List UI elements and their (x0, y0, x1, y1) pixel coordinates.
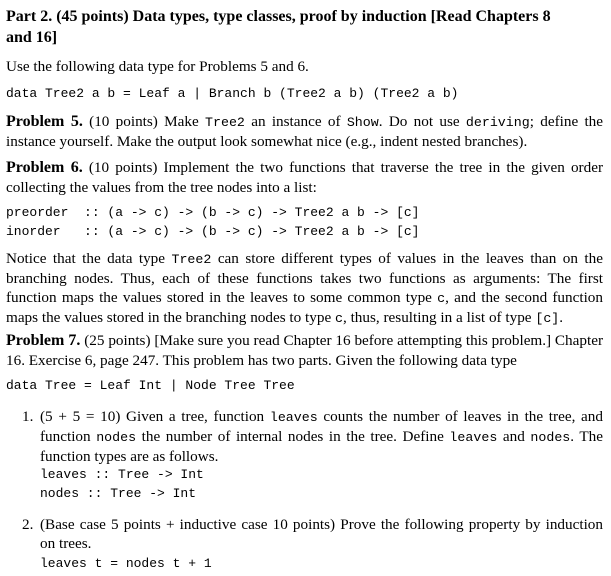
item-1-code-leaves-2: leaves (449, 430, 498, 445)
preorder-signature: preorder :: (a -> c) -> (b -> c) -> Tree2 a b -> [c] (6, 205, 420, 220)
notice-text-4: , thus, resulting in a list of type (342, 309, 536, 326)
item-2-text: (Base case 5 points + inductive case 10 points) Prove the following property by induction on trees. (40, 516, 603, 552)
notice-code-c2: c (335, 311, 343, 326)
intro-text: Use the following data type for Problems 5 and 6. (6, 58, 309, 75)
item-1-text-2: counts the number of leaves in the tree, and function (40, 408, 603, 445)
notice-text-3: , and the second function maps the values stored in the branching nodes to type (6, 289, 603, 326)
problem7-text: (25 points) [Make sure you read Chapter 16 before attempting this problem.] Chapter 16. Exercise 6, page 247. This problem has two parts. Given the following data type (6, 332, 604, 369)
notice-text-1: Notice that the data type (6, 250, 172, 267)
tree-data-declaration: data Tree = Leaf Int | Node Tree Tree (6, 378, 295, 393)
part-title-line2: and 16] (6, 29, 58, 46)
item-2-number: 2. (22, 516, 34, 533)
problem6-paragraph (6, 157, 603, 197)
problem7-item-2 (22, 515, 603, 555)
item-1-text (40, 407, 603, 466)
notice-code-list-c: [c] (535, 311, 560, 326)
problem5-text-1: (10 points) Make (82, 113, 206, 130)
item-1-code-leaves: leaves (269, 410, 318, 425)
notice-code-tree2: Tree2 (171, 252, 212, 267)
property-statement: leaves t = nodes t + 1 (40, 556, 212, 571)
item-1-number: 1. (22, 408, 34, 425)
problem7-item-1 (22, 407, 603, 465)
problem6-notice-paragraph (6, 249, 603, 328)
problem5-text-2: an instance of (244, 113, 347, 130)
problem5-text-4: ; define the instance yourself. Make the output look somewhat nice (e.g., indent nested branches). (6, 113, 604, 150)
problem7-paragraph (6, 330, 603, 370)
problem6-text: (10 points) Implement the two functions that traverse the tree in the given order collecting the values from the tree nodes into a list: (6, 159, 603, 196)
part-title-line1: Part 2. (45 points) Data types, type classes, proof by induction [Read Chapters 8 (6, 8, 551, 25)
notice-code-c: c (437, 291, 446, 306)
problem5-code-tree2: Tree2 (205, 115, 245, 130)
problem6-label: Problem 6. (6, 159, 83, 176)
item-1-text-5: . The function types are as follows. (40, 428, 603, 465)
problem5-code-show: Show (346, 115, 379, 130)
tree2-data-declaration: data Tree2 a b = Leaf a | Branch b (Tree2 a b) (Tree2 a b) (6, 86, 459, 101)
problem5-text-3: . Do not use (378, 113, 466, 130)
leaves-signature: leaves :: Tree -> Int (40, 467, 204, 482)
item-1-text-3: the number of internal nodes in the tree. Define (136, 428, 450, 445)
problem5-label: Problem 5. (6, 113, 83, 130)
inorder-signature: inorder :: (a -> c) -> (b -> c) -> Tree2 a b -> [c] (6, 224, 420, 239)
problem5-code-deriving: deriving (465, 115, 530, 130)
problem7-label: Problem 7. (6, 332, 81, 349)
item-1-code-nodes: nodes (96, 430, 137, 445)
notice-text-2: can store different types of values in the leaves than on the branching nodes. Thus, each of these functions takes two functions as arguments: The first function maps the values stored in the leaves to some common type (6, 250, 603, 306)
item-1-text-4: and (497, 428, 531, 445)
item-1-text-1: (5 + 5 = 10) Given a tree, function (40, 408, 270, 425)
item-1-code-nodes-2: nodes (530, 430, 571, 445)
notice-text-5: . (559, 309, 564, 326)
problem5-paragraph (6, 111, 603, 151)
nodes-signature: nodes :: Tree -> Int (40, 486, 197, 501)
part-heading (6, 6, 603, 48)
